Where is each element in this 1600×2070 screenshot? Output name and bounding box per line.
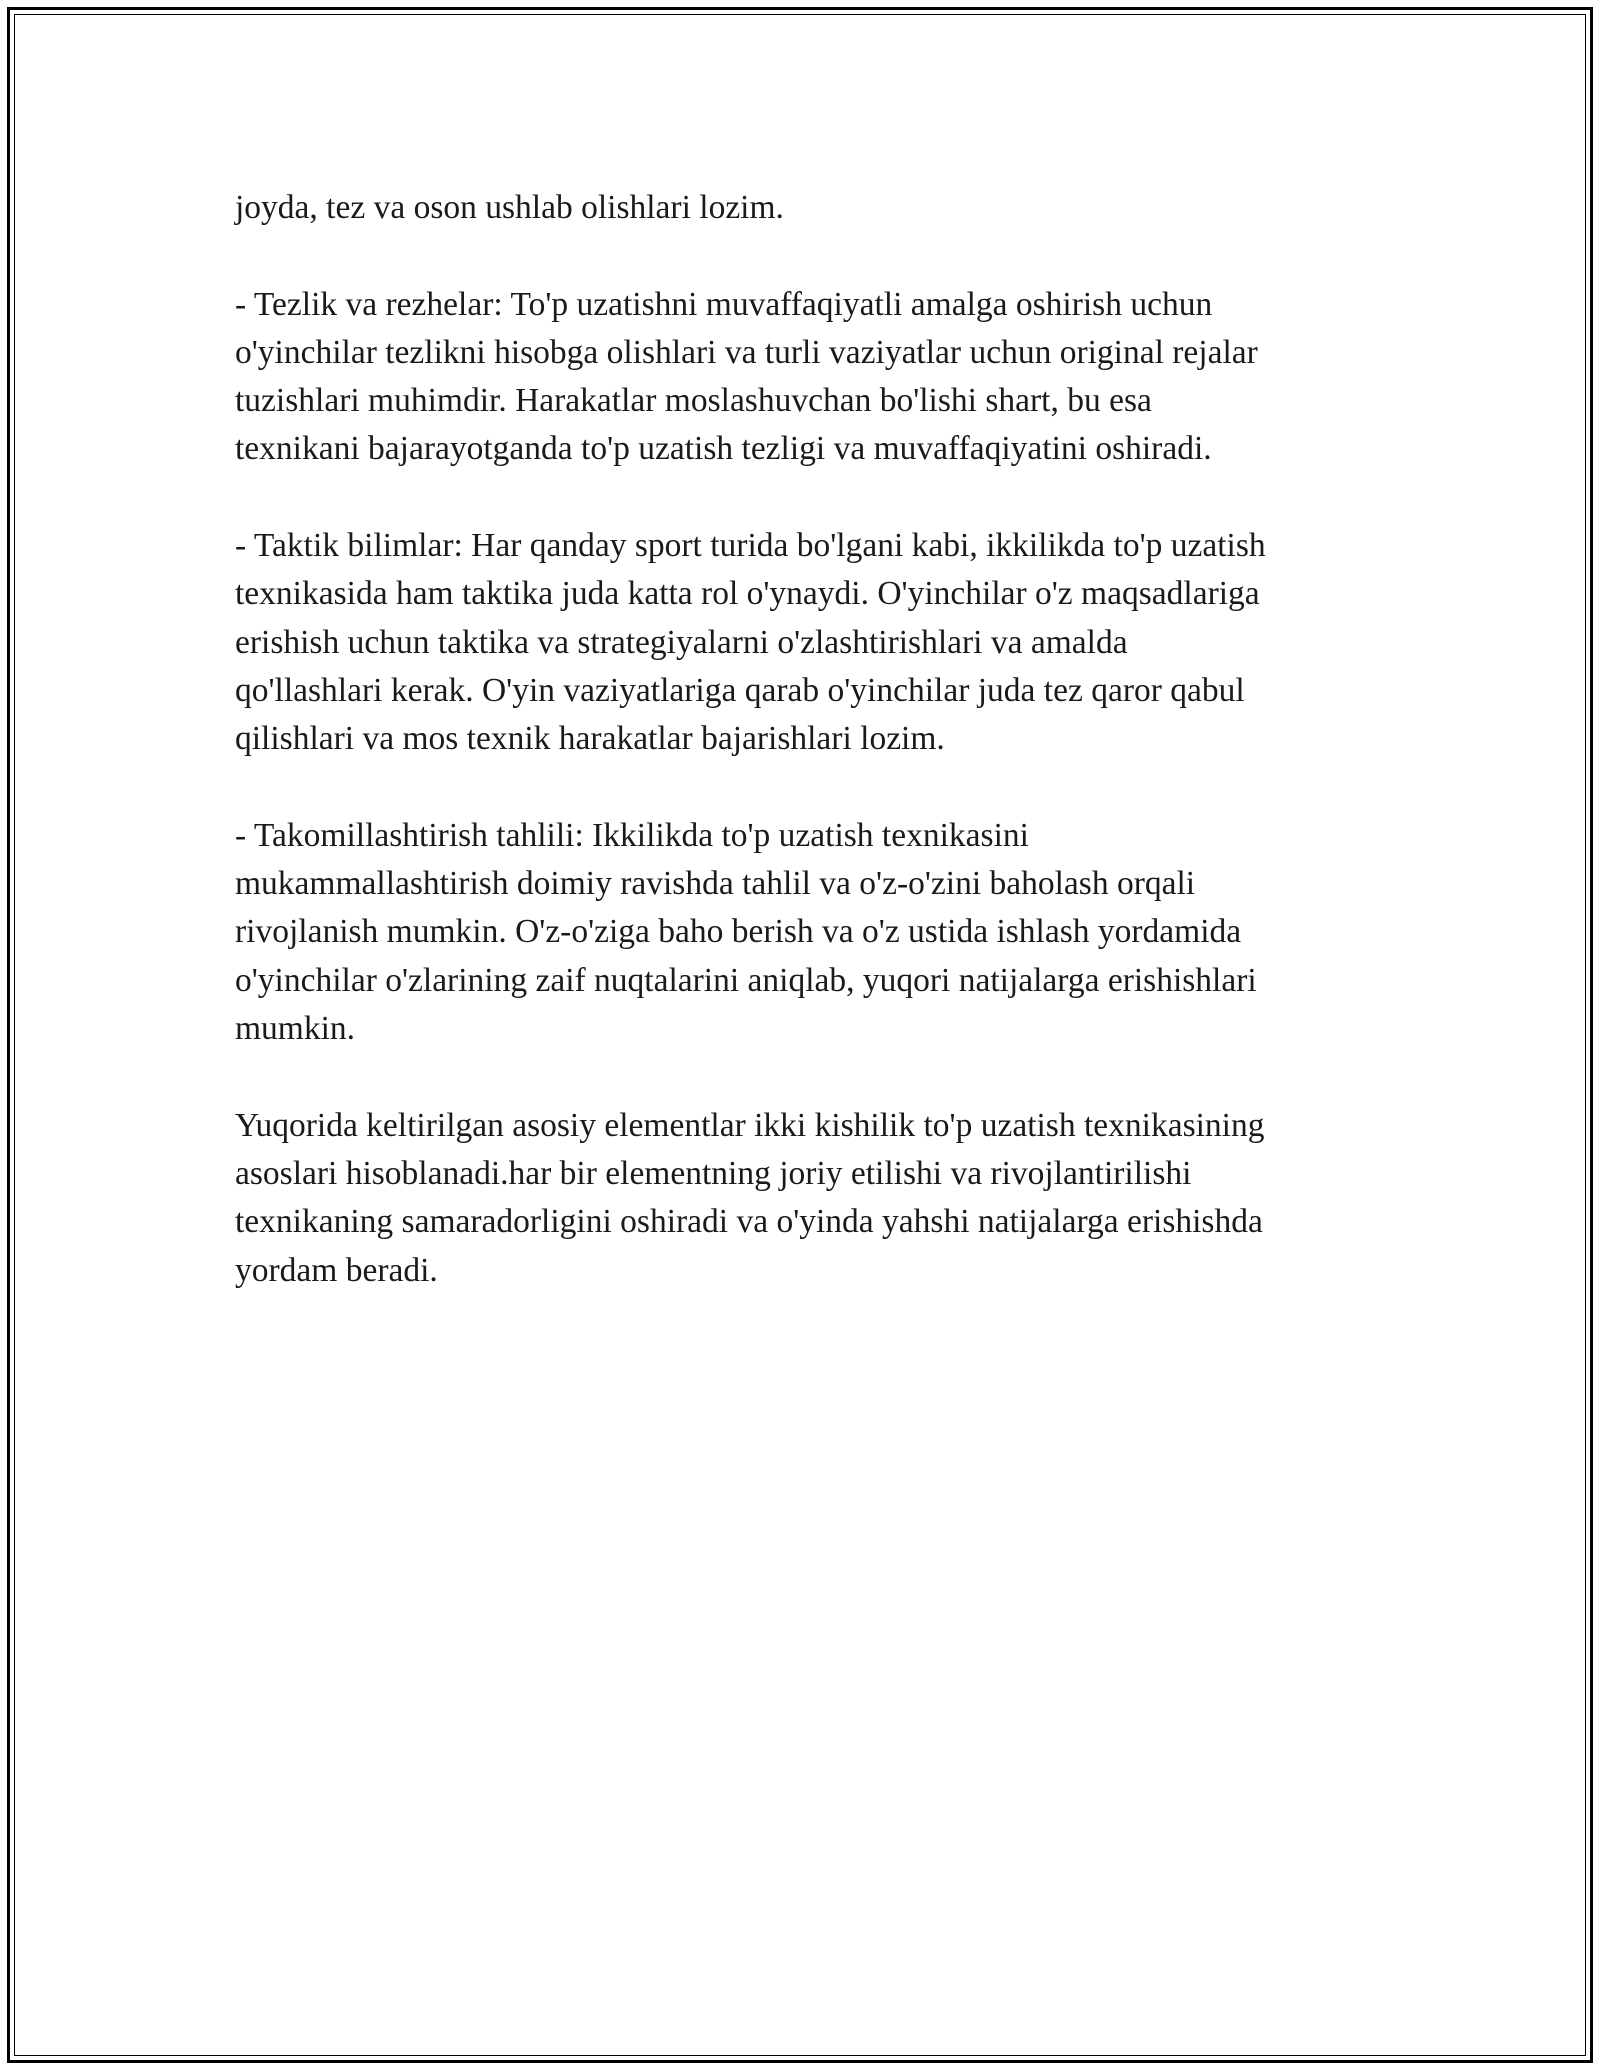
- document-body: [235, 184, 1395, 1343]
- paragraph-takomillashtirish: - Takomillashtirish tahlili: Ikkilikda to'p uzatish texnikasini mukammallashtirish doimiy ravishda tahlil va o'z-o'zini baholash orqali rivojlanish mumkin. O'z-o'ziga baho berish va o'z ustida ishlash yordamida o'yinchilar o'zlarining zaif nuqtalarini aniqlab, yuqori natijalarga erishishlari mumkin.: [235, 816, 1257, 1048]
- paragraph-continuation: joyda, tez va oson ushlab olishlari lozim.: [235, 189, 784, 226]
- paragraph-conclusion: Yuqorida keltirilgan asosiy elementlar ikki kishilik to'p uzatish texnikasining asoslari hisoblanadi.har bir elementning joriy etilishi va rivojlantirilishi texnikaning samaradorligini oshiradi va o'yinda yahshi natijalarga erishishda yordam beradi.: [235, 1106, 1265, 1289]
- paragraph-tezlik: - Tezlik va rezhelar: To'p uzatishni muvaffaqiyatli amalga oshirish uchun o'yinchilar tezlikni hisobga olishlari va turli vaziyatlar uchun original rejalar tuzishlari muhimdir. Harakatlar moslashuvchan bo'lishi shart, bu esa texnikani bajarayotganda to'p uzatish tezligi va muvaffaqiyatini oshiradi.: [235, 285, 1258, 468]
- paragraph-taktik: - Taktik bilimlar: Har qanday sport turida bo'lgani kabi, ikkilikda to'p uzatish texnikasida ham taktika juda katta rol o'ynaydi. O'yinchilar o'z maqsadlariga erishish uchun taktika va strategiyalarni o'zlashtirishlari va amalda qo'llashlari kerak. O'yin vaziyatlariga qarab o'yinchilar juda tez qaror qabul qilishlari va mos texnik harakatlar bajarishlari lozim.: [235, 527, 1266, 758]
